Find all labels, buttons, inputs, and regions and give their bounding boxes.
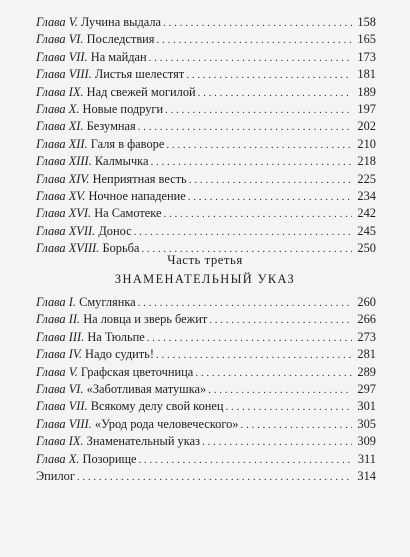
chapter-title: Над свежей могилой xyxy=(86,84,196,99)
page-number: 273 xyxy=(357,329,376,344)
page-number: 210 xyxy=(357,136,376,151)
page-number: 165 xyxy=(357,32,376,47)
toc-entry xyxy=(36,205,376,222)
dot-leader xyxy=(149,50,352,67)
page-number: 234 xyxy=(357,188,376,203)
toc-entry xyxy=(36,153,376,170)
toc-entry-label xyxy=(36,205,162,222)
chapter-number: Глава XIV. xyxy=(36,171,90,186)
toc-entry-label xyxy=(36,66,184,83)
page-number: 181 xyxy=(357,67,376,82)
chapter-number: Глава XVI. xyxy=(36,206,92,221)
dot-leader xyxy=(226,399,352,416)
page-number: 242 xyxy=(357,206,376,221)
chapter-number: Глава VII. xyxy=(36,49,88,64)
chapter-title: Позорище xyxy=(82,451,137,466)
page-number: 245 xyxy=(357,223,376,238)
chapter-title: Смуглянка xyxy=(79,295,136,309)
page-number: 305 xyxy=(357,416,376,431)
dot-leader xyxy=(202,434,352,451)
toc-entry xyxy=(36,346,376,363)
chapter-title: Надо судить! xyxy=(85,347,154,362)
dot-leader xyxy=(151,154,352,171)
page-number: 250 xyxy=(357,241,376,256)
chapter-number: Глава X. xyxy=(36,451,80,466)
toc-entry-label xyxy=(36,118,136,135)
toc-entry xyxy=(36,31,376,48)
chapter-title: Новые подруги xyxy=(82,101,164,116)
page-number: 289 xyxy=(357,364,376,379)
toc-entry xyxy=(36,14,376,31)
toc-entry xyxy=(36,66,376,83)
page-number: 311 xyxy=(357,451,376,466)
chapter-title: Лучина выдала xyxy=(80,15,162,29)
toc-entry-label xyxy=(36,381,206,398)
toc-entry-label xyxy=(36,346,154,363)
toc-entry xyxy=(36,118,376,135)
toc-entry xyxy=(36,101,376,118)
chapter-title: «Урод рода человеческого» xyxy=(94,416,239,431)
page-number: 309 xyxy=(357,434,376,449)
dot-leader xyxy=(241,417,352,434)
toc-entry xyxy=(36,188,376,205)
chapter-number: Глава XV. xyxy=(36,188,86,203)
chapter-number: Глава XVIII. xyxy=(36,241,100,256)
toc-entry-label xyxy=(36,329,145,346)
page-number: 225 xyxy=(357,171,376,186)
chapter-number: Глава VI. xyxy=(36,32,84,47)
dot-leader xyxy=(147,330,352,347)
chapter-number: Глава VII. xyxy=(36,399,88,414)
dot-leader xyxy=(166,137,352,154)
chapter-number: Глава II. xyxy=(36,312,81,327)
toc-entry-label xyxy=(36,171,187,188)
chapter-number: Глава XII. xyxy=(36,136,88,151)
toc-entry-label xyxy=(36,223,132,240)
toc-entry xyxy=(36,451,376,468)
dot-leader xyxy=(195,365,352,382)
chapter-title: Знаменательный указ xyxy=(86,434,200,449)
chapter-number: Глава I. xyxy=(36,295,76,309)
chapter-title: Калмычка xyxy=(94,154,149,169)
toc-entry xyxy=(36,329,376,346)
page-number: 297 xyxy=(357,381,376,396)
chapter-number: Глава IX. xyxy=(36,84,84,99)
chapter-number: Глава X. xyxy=(36,101,80,116)
dot-leader xyxy=(189,172,352,189)
dot-leader xyxy=(164,206,352,223)
chapter-title: На Тюльпе xyxy=(87,329,145,344)
chapter-title: Всякому делу свой конец xyxy=(90,399,224,414)
toc-entry-label xyxy=(36,398,224,415)
dot-leader xyxy=(134,224,352,241)
page-number: 173 xyxy=(357,49,376,64)
toc-entry xyxy=(36,223,376,240)
toc-entry-label xyxy=(36,364,193,381)
dot-leader xyxy=(139,452,352,469)
chapter-number: Глава III. xyxy=(36,329,85,344)
toc-entry-label xyxy=(36,433,200,450)
toc-entry xyxy=(36,49,376,66)
page-number: 202 xyxy=(357,119,376,134)
chapter-number: Глава XVII. xyxy=(36,223,96,238)
chapter-title: Эпилог xyxy=(36,468,75,483)
toc-entry xyxy=(36,311,376,328)
dot-leader xyxy=(188,189,352,206)
part-three-subtitle: ЗНАМЕНАТЕЛЬНЫЙ УКАЗ xyxy=(114,272,296,286)
toc-entry xyxy=(36,433,376,450)
toc-entry-label xyxy=(36,188,186,205)
dot-leader xyxy=(138,119,352,136)
toc-entry-label xyxy=(36,416,239,433)
page-number: 218 xyxy=(357,154,376,169)
chapter-title: На Самотеке xyxy=(94,206,162,221)
toc-entry xyxy=(36,416,376,433)
chapter-title: Неприятная весть xyxy=(92,171,187,186)
toc-entry-label xyxy=(36,84,196,101)
toc-entry xyxy=(36,171,376,188)
toc-entry-label xyxy=(36,451,137,468)
toc-entry-label xyxy=(36,311,207,328)
toc-entry-label xyxy=(36,31,155,48)
toc-entry-label xyxy=(36,49,147,66)
dot-leader xyxy=(165,102,352,119)
chapter-number: Глава VIII. xyxy=(36,416,92,431)
toc-entry xyxy=(36,294,376,311)
chapter-number: Глава VI. xyxy=(36,381,84,396)
chapter-title: На майдан xyxy=(90,49,147,64)
toc-entry xyxy=(36,136,376,153)
chapter-title: Ночное нападение xyxy=(88,188,186,203)
page-number: 314 xyxy=(357,468,376,483)
chapter-title: Донос xyxy=(98,223,132,238)
chapter-title: Последствия xyxy=(86,32,155,47)
chapter-title: Галя в фаворе xyxy=(90,136,165,151)
chapter-title: Листья шелестят xyxy=(94,67,185,82)
page-number: 260 xyxy=(357,295,376,309)
page-number: 266 xyxy=(357,312,376,327)
page-number: 281 xyxy=(357,347,376,362)
page-number: 301 xyxy=(357,399,376,414)
chapter-number: Глава IX. xyxy=(36,434,84,449)
chapter-title: Борьба xyxy=(102,241,140,256)
toc-entry-label xyxy=(36,14,161,31)
chapter-title: Графская цветочница xyxy=(80,364,194,379)
dot-leader xyxy=(157,32,352,49)
page-number: 197 xyxy=(357,101,376,116)
dot-leader xyxy=(208,382,352,399)
chapter-number: Глава VIII. xyxy=(36,67,92,82)
dot-leader xyxy=(163,15,352,32)
toc-entry-label xyxy=(36,294,136,311)
toc-entry xyxy=(36,398,376,415)
chapter-title: «Заботливая матушка» xyxy=(86,381,207,396)
toc-entry-label xyxy=(36,136,164,153)
part-three-title: Часть третья xyxy=(167,253,243,267)
dot-leader xyxy=(198,85,352,102)
page-number: 189 xyxy=(357,84,376,99)
chapter-title: На ловца и зверь бежит xyxy=(83,312,208,327)
dot-leader xyxy=(209,312,352,329)
chapter-number: Глава XI. xyxy=(36,119,84,134)
toc-part-two-list xyxy=(36,14,376,257)
toc-entry xyxy=(36,364,376,381)
toc-entry-label xyxy=(36,468,75,485)
toc-entry-label xyxy=(36,101,163,118)
chapter-number: Глава XIII. xyxy=(36,154,92,169)
dot-leader xyxy=(138,295,352,312)
chapter-number: Глава IV. xyxy=(36,347,82,362)
toc-entry xyxy=(36,381,376,398)
toc-entry xyxy=(36,84,376,101)
chapter-number: Глава V. xyxy=(36,364,78,379)
toc-entry-label xyxy=(36,153,149,170)
dot-leader xyxy=(77,469,352,486)
page-number: 158 xyxy=(357,15,376,29)
chapter-number: Глава V. xyxy=(36,15,78,29)
dot-leader xyxy=(186,67,352,84)
toc-part-three-list xyxy=(36,294,376,485)
dot-leader xyxy=(156,347,352,364)
chapter-title: Безумная xyxy=(86,119,136,134)
toc-entry xyxy=(36,468,376,485)
